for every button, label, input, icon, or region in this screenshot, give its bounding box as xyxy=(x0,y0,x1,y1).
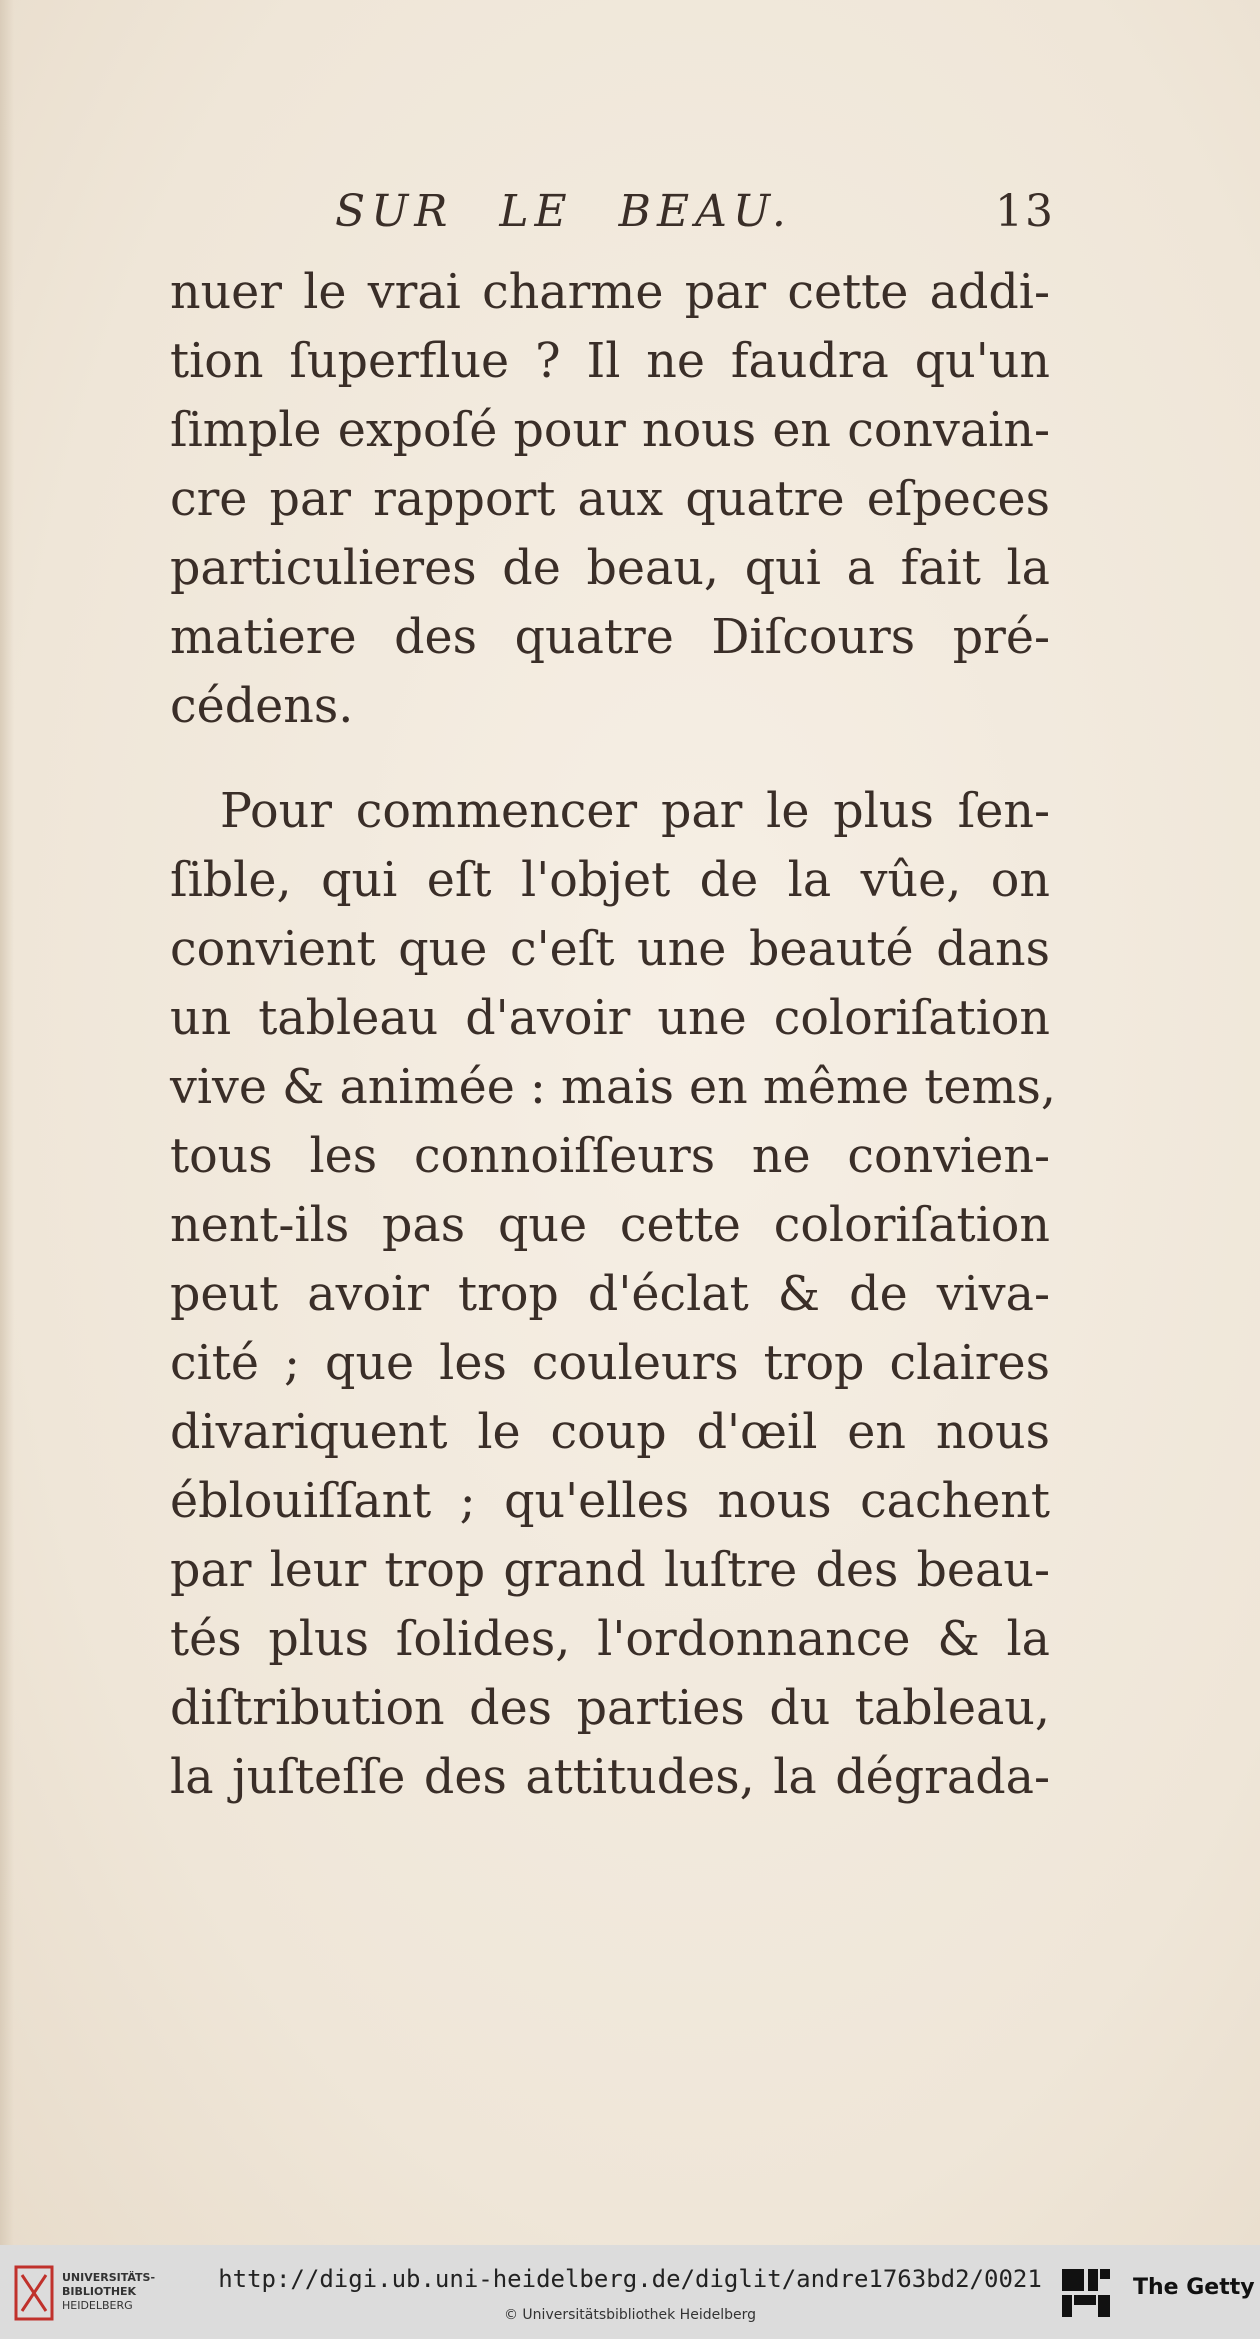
partner-name: The Getty xyxy=(1133,2275,1255,2300)
page-text xyxy=(170,258,1056,1812)
page-number: 13 xyxy=(995,186,1055,237)
text-line: tés plus ſolides, l'ordonnance & la xyxy=(170,1612,1050,1667)
permalink-url[interactable]: http://digi.ub.uni-heidelberg.de/diglit/andre1763bd2/0021 xyxy=(218,2265,1042,2293)
text-line: nuer le vrai charme par cette addi- xyxy=(170,265,1050,320)
institution-line: BIBLIOTHEK xyxy=(62,2285,137,2298)
text-line: cité ; que les couleurs trop claires xyxy=(170,1336,1050,1391)
text-line: particulieres de beau, qui a fait la xyxy=(170,541,1050,596)
text-line: ſible, qui eſt l'objet de la vûe, on xyxy=(170,853,1050,908)
running-header xyxy=(335,186,1055,246)
text-line: diſtribution des parties du tableau, xyxy=(170,1681,1050,1736)
text-line: cédens. xyxy=(170,679,354,734)
text-line: Pour commencer par le plus ſen- xyxy=(220,784,1050,839)
text-line: divariquent le coup d'œil en nous xyxy=(170,1405,1050,1460)
institution-line: HEIDELBERG xyxy=(62,2299,133,2312)
institution-line: UNIVERSITÄTS- xyxy=(62,2271,156,2284)
text-line: par leur trop grand luſtre des beau- xyxy=(170,1543,1050,1598)
copyright-notice: © Universitätsbibliothek Heidelberg xyxy=(503,2307,756,2323)
text-line: peut avoir trop d'éclat & de viva- xyxy=(170,1267,1050,1322)
text-line: un tableau d'avoir une coloriſation xyxy=(170,991,1050,1046)
text-line: convient que c'eſt une beauté dans xyxy=(170,922,1050,977)
viewer-footer xyxy=(0,2245,1260,2339)
text-line: nent-ils pas que cette coloriſation xyxy=(170,1198,1050,1253)
text-line: ſimple expoſé pour nous en convain- xyxy=(170,403,1050,458)
text-line: vive & animée : mais en même tems, xyxy=(170,1060,1056,1115)
text-line: tion ſuperflue ? Il ne faudra qu'un xyxy=(170,334,1050,389)
text-line: tous les connoiſſeurs ne convien- xyxy=(170,1129,1050,1184)
text-line: éblouiſſant ; qu'elles nous cachent xyxy=(170,1474,1050,1529)
text-line: matiere des quatre Diſcours pré- xyxy=(170,610,1050,665)
text-line: cre par rapport aux quatre eſpeces xyxy=(170,472,1050,527)
text-line: la juſteſſe des attitudes, la dégrada- xyxy=(170,1750,1050,1805)
running-title: SUR LE BEAU. xyxy=(335,186,792,237)
getty-logo-icon xyxy=(1060,2267,1112,2319)
